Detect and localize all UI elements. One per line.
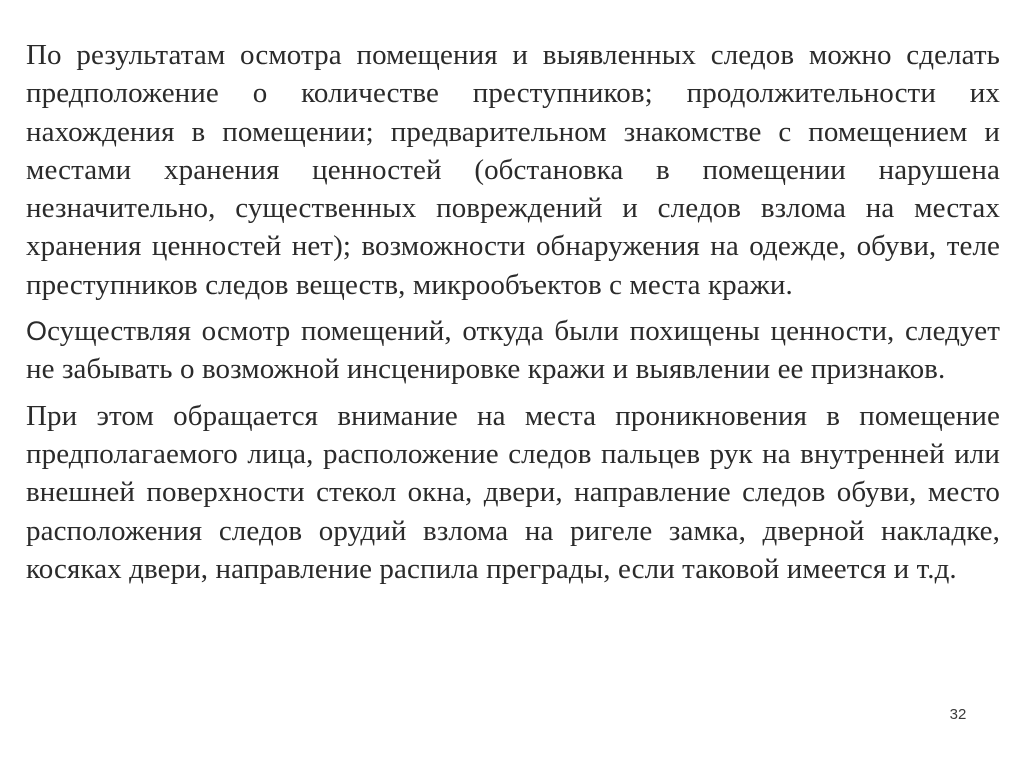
paragraph-staging [26, 312, 1000, 389]
paragraph-findings [26, 36, 1000, 304]
slide-content [26, 36, 1000, 596]
paragraph-entry-points [26, 397, 1000, 588]
paragraph-text: существляя осмотр помещений, откуда были похищены ценности, следует не забывать о возможной инсценировке кражи и выявлении ее признаков. [26, 315, 1000, 386]
paragraph-text: По результатам осмотра помещения и выявленных следов можно сделать предположение о количестве преступников; продолжительности их нахождения в помещении; предварительном знакомстве с помещением и местами хранения ценностей (обстановка в помещении нарушена незначительно, существенных повреждений и следов взлома на местах хранения ценностей нет); возможности обнаружения на одежде, обуви, теле преступников следов веществ, микрообъектов с места кражи. [26, 39, 1000, 301]
paragraph-lead: О [26, 316, 48, 347]
page-number: 32 [949, 706, 967, 723]
paragraph-text: При этом обращается внимание на места проникновения в помещение предполагаемого лица, расположение следов пальцев рук на внутренней или внешней поверхности стекол окна, двери, направление следов обуви, место расположения следов орудий взлома на ригеле замка, дверной накладке, косяках двери, направление распила преграды, если таковой имеется и т.д. [26, 399, 1000, 585]
